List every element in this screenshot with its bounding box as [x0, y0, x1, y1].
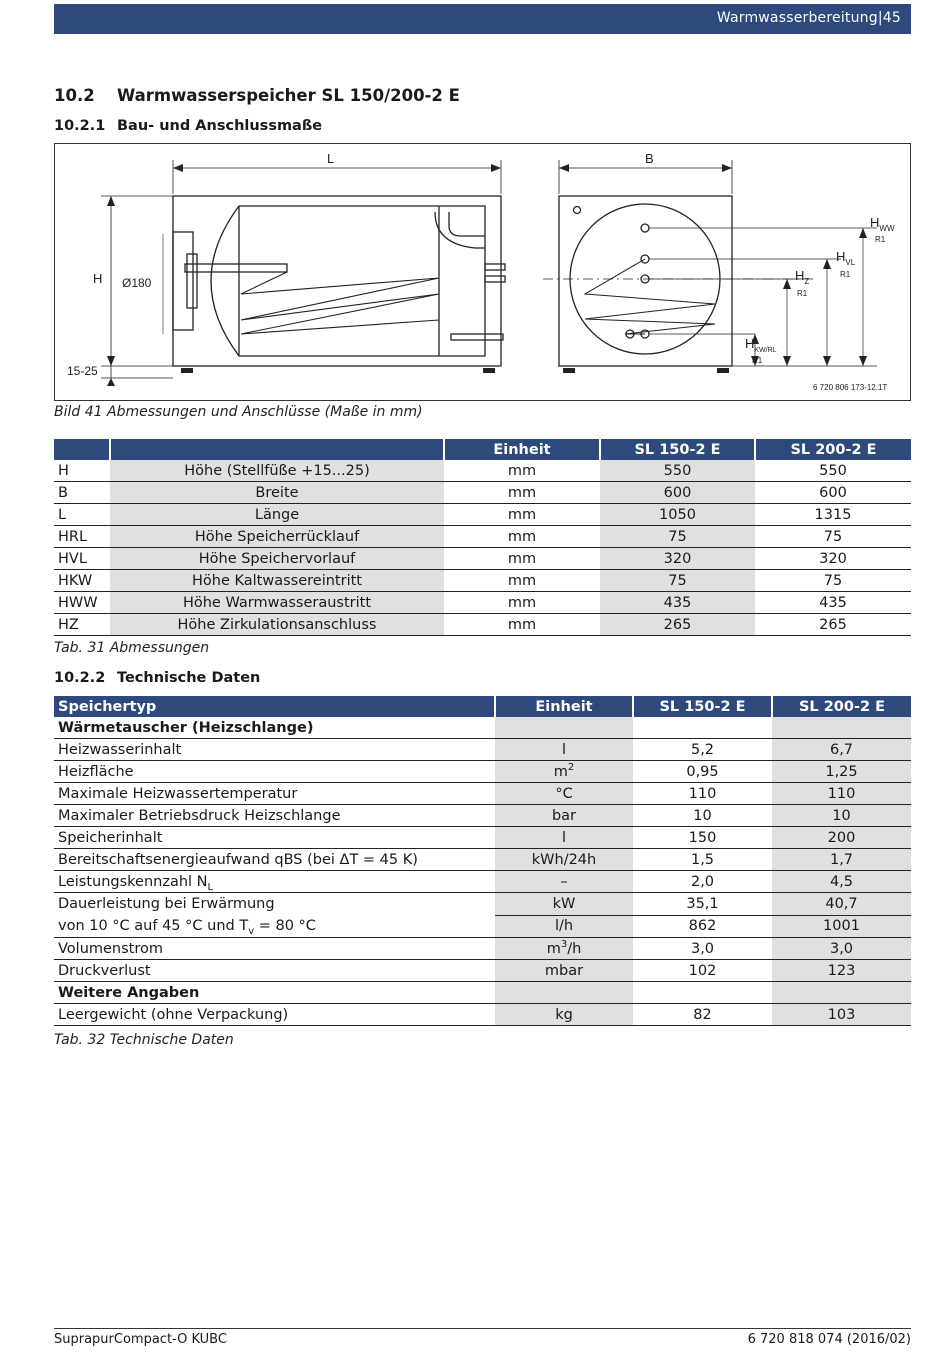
param-unit: l [495, 739, 633, 761]
param-value-200: 123 [772, 960, 911, 982]
svg-text:HKW/RL [745, 336, 777, 354]
figure-code: 6 720 806 173-12.1T [813, 383, 888, 392]
row-value-200: 265 [755, 614, 911, 636]
param-value-150: 82 [633, 1004, 772, 1026]
row-value-200: 550 [755, 460, 911, 482]
subsection-heading-2 [54, 670, 260, 686]
row-value-150: 75 [600, 526, 755, 548]
label-subscript: L [207, 881, 214, 893]
row-value-150: 550 [600, 460, 755, 482]
table-row [54, 548, 911, 570]
param-value-150: 5,2 [633, 739, 772, 761]
param-value-150: 3,0 [633, 938, 772, 960]
front-view-housing [559, 196, 732, 366]
svg-text:HWW [870, 215, 895, 233]
subsection-number: 10.2.2 [54, 670, 106, 686]
row-description: Breite [110, 482, 444, 504]
row-value-200: 1315 [755, 504, 911, 526]
table-row [54, 504, 911, 526]
technical-data-table [54, 696, 911, 1026]
row-unit: mm [444, 460, 600, 482]
table-row [54, 592, 911, 614]
row-value-200: 435 [755, 592, 911, 614]
table-row [54, 570, 911, 592]
row-unit: mm [444, 614, 600, 636]
table-row [54, 739, 911, 761]
param-value-150: 10 [633, 805, 772, 827]
label-line-2 [58, 915, 495, 937]
param-value-150: 110 [633, 783, 772, 805]
table-row [54, 460, 911, 482]
row-value-150: 265 [600, 614, 755, 636]
section-label: Weitere Angaben [54, 982, 495, 1004]
param-value-200: 6,7 [772, 739, 911, 761]
param-label: Heizfläche [54, 761, 495, 783]
param-unit: l/h [495, 915, 633, 938]
param-value-150: 862 [633, 915, 772, 938]
row-symbol: HKW [54, 570, 110, 592]
label-hkwrl: H [745, 336, 755, 351]
param-label-continuous-power [54, 893, 495, 938]
row-unit: mm [444, 592, 600, 614]
table32-caption: Tab. 32 Technische Daten [54, 1032, 234, 1048]
table-row [54, 805, 911, 827]
param-unit: – [495, 871, 633, 893]
param-label [54, 871, 495, 893]
table-header-cell: Einheit [495, 696, 633, 717]
row-description: Höhe Speicherrücklauf [110, 526, 444, 548]
row-unit: mm [444, 570, 600, 592]
param-label: Maximale Heizwassertemperatur [54, 783, 495, 805]
row-value-150: 435 [600, 592, 755, 614]
table-header-cell: Einheit [444, 439, 600, 460]
param-label: Bereitschaftsenergieaufwand qBS (bei ΔT = 45 K) [54, 849, 495, 871]
label-hvl-r1: R1 [840, 270, 851, 279]
param-unit [495, 761, 633, 783]
section-heading [54, 86, 460, 105]
row-symbol: B [54, 482, 110, 504]
param-value-200: 10 [772, 805, 911, 827]
row-value-150: 600 [600, 482, 755, 504]
row-value-150: 320 [600, 548, 755, 570]
label-diameter: Ø180 [122, 276, 152, 290]
param-unit: kg [495, 1004, 633, 1026]
footer-divider [54, 1328, 911, 1329]
table-row [54, 871, 911, 893]
row-description: Höhe Speichervorlauf [110, 548, 444, 570]
label-feet-height: 15-25 [67, 364, 98, 378]
svg-text:HZ [795, 268, 809, 286]
param-label: Speicherinhalt [54, 827, 495, 849]
dimensions-table [54, 439, 911, 636]
tank-drawing-svg [55, 144, 912, 402]
table-row [54, 1004, 911, 1026]
row-description: Höhe (Stellfüße +15...25) [110, 460, 444, 482]
row-unit: mm [444, 526, 600, 548]
param-value-200: 110 [772, 783, 911, 805]
table-row [54, 482, 911, 504]
label-text: von 10 °C auf 45 °C und T [58, 918, 249, 934]
row-value-150: 75 [600, 570, 755, 592]
label-hww-sub: WW [879, 224, 895, 233]
row-description: Länge [110, 504, 444, 526]
label-hvl: H [836, 249, 846, 264]
param-value-200: 1,25 [772, 761, 911, 783]
row-value-200: 320 [755, 548, 911, 570]
svg-text:HVL [836, 249, 856, 267]
label-base: Leistungskennzahl N [58, 873, 208, 890]
row-value-200: 600 [755, 482, 911, 504]
label-L: L [327, 151, 335, 166]
subsection-title: Bau- und Anschlussmaße [117, 118, 323, 134]
param-label: Maximaler Betriebsdruck Heizschlange [54, 805, 495, 827]
table-section-row [54, 982, 911, 1004]
param-value-150: 35,1 [633, 893, 772, 916]
table-header-cell: SL 150-2 E [633, 696, 772, 717]
table-header-cell [54, 439, 110, 460]
row-value-200: 75 [755, 570, 911, 592]
param-value-200: 1,7 [772, 849, 911, 871]
param-unit: °C [495, 783, 633, 805]
row-symbol: HRL [54, 526, 110, 548]
table-header-cell: SL 200-2 E [755, 439, 911, 460]
table31-caption: Tab. 31 Abmessungen [54, 640, 210, 656]
section-label: Wärmetauscher (Heizschlange) [54, 717, 495, 739]
param-value-150: 102 [633, 960, 772, 982]
param-value-200: 103 [772, 1004, 911, 1026]
row-description: Höhe Kaltwassereintritt [110, 570, 444, 592]
table-header-cell: SL 150-2 E [600, 439, 755, 460]
page-number: 45 [882, 10, 901, 26]
row-unit: mm [444, 482, 600, 504]
row-unit: mm [444, 548, 600, 570]
table-header-cell: SL 200-2 E [772, 696, 911, 717]
label-hz-r1: R1 [797, 289, 808, 298]
table-row [54, 827, 911, 849]
label-hkwrl-r1: R1 [752, 356, 763, 365]
label-hww: H [870, 215, 880, 230]
param-label: Leergewicht (ohne Verpackung) [54, 1004, 495, 1026]
param-value-150: 150 [633, 827, 772, 849]
header-title: Warmwasserbereitung|45 [716, 10, 901, 26]
param-value-200: 1001 [772, 915, 911, 938]
table-row [54, 893, 911, 916]
unit-superscript: 3 [560, 938, 568, 950]
label-hz-sub: Z [804, 277, 810, 286]
row-description: Höhe Zirkulationsanschluss [110, 614, 444, 636]
label-subscript: v [248, 925, 255, 937]
unit-base: m [546, 940, 561, 957]
label-hww-r1: R1 [875, 235, 886, 244]
param-unit: kW [495, 893, 633, 916]
param-value-200: 40,7 [772, 893, 911, 916]
subsection-title: Technische Daten [117, 670, 261, 686]
param-value-150: 2,0 [633, 871, 772, 893]
label-hz: H [795, 268, 805, 283]
dimension-drawing [54, 143, 911, 401]
row-unit: mm [444, 504, 600, 526]
table-header-cell [110, 439, 444, 460]
param-unit: kWh/24h [495, 849, 633, 871]
param-unit: l [495, 827, 633, 849]
param-label: Heizwasserinhalt [54, 739, 495, 761]
unit-base: m [553, 763, 568, 780]
table-header-row [54, 696, 911, 717]
param-unit: mbar [495, 960, 633, 982]
param-label: Volumenstrom [54, 938, 495, 960]
footer-product: SuprapurCompact-O KUBC [54, 1332, 227, 1347]
label-line-1: Dauerleistung bei Erwärmung [58, 896, 275, 912]
param-label: Druckverlust [54, 960, 495, 982]
label-text: = 80 °C [254, 918, 316, 934]
table-row [54, 761, 911, 783]
param-value-200: 3,0 [772, 938, 911, 960]
label-hvl-sub: VL [845, 258, 856, 267]
figure-caption: Bild 41 Abmessungen und Anschlüsse (Maße in mm) [54, 404, 423, 420]
row-symbol: HVL [54, 548, 110, 570]
subsection-number: 10.2.1 [54, 118, 106, 134]
unit-suffix: /h [567, 940, 582, 957]
param-value-200: 200 [772, 827, 911, 849]
table-row [54, 938, 911, 960]
table-section-row [54, 717, 911, 739]
header-section-name: Warmwasserbereitung [716, 10, 878, 26]
label-H: H [93, 271, 103, 286]
param-value-200: 4,5 [772, 871, 911, 893]
table-row [54, 614, 911, 636]
row-value-200: 75 [755, 526, 911, 548]
unit-superscript: 2 [567, 761, 575, 773]
section-number: 10.2 [54, 86, 95, 105]
label-hkwrl-sub: KW/RL [754, 347, 777, 354]
row-symbol: HWW [54, 592, 110, 614]
param-unit [495, 938, 633, 960]
page-header [54, 4, 911, 34]
param-unit: bar [495, 805, 633, 827]
table-row [54, 849, 911, 871]
footer-doc-number: 6 720 818 074 (2016/02) [747, 1332, 911, 1347]
param-value-150: 0,95 [633, 761, 772, 783]
row-value-150: 1050 [600, 504, 755, 526]
subsection-heading-1 [54, 118, 322, 134]
row-description: Höhe Warmwasseraustritt [110, 592, 444, 614]
table-header-cell: Speichertyp [54, 696, 495, 717]
param-value-150: 1,5 [633, 849, 772, 871]
row-symbol: H [54, 460, 110, 482]
table-row [54, 526, 911, 548]
row-symbol: L [54, 504, 110, 526]
section-title: Warmwasserspeicher SL 150/200-2 E [117, 86, 460, 105]
row-symbol: HZ [54, 614, 110, 636]
table-header-row [54, 439, 911, 460]
table-row [54, 783, 911, 805]
label-B: B [645, 151, 654, 166]
table-row [54, 960, 911, 982]
